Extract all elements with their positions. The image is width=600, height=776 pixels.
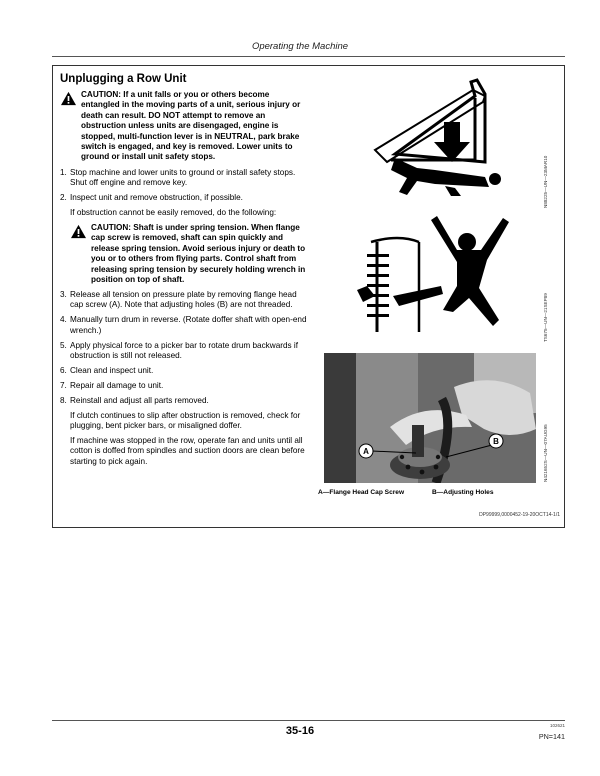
warning-triangle-icon [70,224,87,239]
step-number: 1. [60,167,67,177]
footer-code: 102621 [549,723,565,728]
step-text: Manually turn drum in reverse. (Rotate doffer shaft with open-end wrench.) [70,315,307,335]
entanglement-hazard-figure [353,214,513,342]
instructions-column [60,72,308,472]
figure-id-label: N88225—UN—23MAR10 [543,155,548,208]
content-box [52,65,565,528]
step-number: 6. [60,365,67,375]
page-header: Operating the Machine [251,41,349,52]
figure-id-label: N421652S—UN—07AUG95 [543,424,548,482]
step-number: 2. [60,193,67,203]
list-item [60,168,308,189]
step-text: Inspect unit and remove obstruction, if possible. [70,193,243,203]
figure-captions [318,489,558,496]
list-item [60,341,308,362]
list-item [60,290,308,311]
note-obstruction: If obstruction cannot be easily removed, do the following: [70,208,277,218]
callout-b: B [493,437,499,446]
list-item [60,381,308,391]
steps-list [60,168,308,467]
step-text: Stop machine and lower units to ground or install safety stops. Shut off engine and remove key. [70,167,296,188]
caution-shaft [70,223,308,285]
step-text: Repair all damage to unit. [70,380,164,390]
step-text: Release all tension on pressure plate by removing flange head cap screw (A). Note that adjusting holes (B) are not threaded. [70,289,297,310]
step-text: Reinstall and adjust all parts removed. [70,395,209,405]
figure-id-label: TS675—UN—21SEP89 [543,293,548,342]
list-item [60,396,308,406]
note-clutch: If clutch continues to slip after obstruction is removed, check for plugging, bent picker bars, or misaligned doffer. [70,410,301,430]
step-number: 5. [60,340,67,350]
callout-a: A [363,447,369,456]
caution-main-text: CAUTION: If a unit falls or you or others become entangled in the moving parts of a unit, serious injury or death can result. DO NOT attempt to remove an obstruction unless units are disengaged, engine is stopped, multi-function lever is in NEUTRAL, park brake switch is engaged, and key is removed. Lower units to ground or install unit safety stops. [81,90,301,162]
note-stopped: If machine was stopped in the row, operate fan and units until all cotton is doffed from spindles and suction doors are clean before starting to pick again. [70,435,305,466]
warning-triangle-icon [60,91,77,106]
footer-pn: PN=141 [538,732,565,741]
caption-b: B—Adjusting Holes [431,489,494,496]
header-divider [52,56,565,57]
list-item [60,193,308,203]
section-title: Unplugging a Row Unit [60,73,187,85]
list-item [60,366,308,376]
footer-divider [52,720,565,721]
step-text: Clean and inspect unit. [70,365,154,375]
step-text: Apply physical force to a picker bar to rotate drum backwards if obstruction is still not released. [70,340,298,360]
step-number: 4. [60,315,67,325]
caution-shaft-text: CAUTION: Shaft is under spring tension. When flange cap screw is removed, shaft can spin quickly and release spring tension. Avoid serious injury or death to you or to others from flying parts. Control shaft from releasing spring tension by securely holding wrench in position on top of shaft. [91,222,306,284]
crush-hazard-figure [335,78,540,205]
step-number: 8. [60,395,67,405]
caption-a: A—Flange Head Cap Screw [318,489,405,496]
list-item [60,315,308,336]
page-number: 35-16 [285,725,315,737]
reference-code: DP99999,0000452-19-20OCT14-1/1 [479,512,560,518]
step-number: 7. [60,380,67,390]
step-number: 3. [60,289,67,299]
caution-main [60,90,308,163]
row-unit-photo [324,353,536,483]
